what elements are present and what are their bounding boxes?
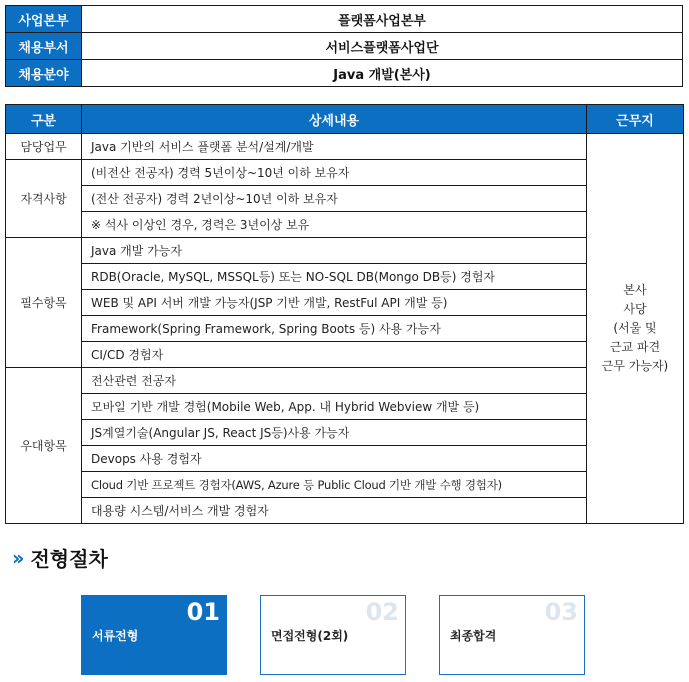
- category-required: 필수항목: [6, 238, 82, 368]
- table-row: [6, 394, 684, 420]
- category-duties: 담당업무: [6, 134, 82, 160]
- category-qualifications: 자격사항: [6, 160, 82, 238]
- detail-item: Java 기반의 서비스 플랫폼 분석/설계/개발: [82, 134, 587, 160]
- detail-item: CI/CD 경험자: [82, 342, 587, 368]
- table-row: [6, 472, 684, 498]
- process-title: 전형절차: [30, 547, 108, 571]
- position-info-table: [5, 5, 683, 87]
- table-row: [6, 316, 684, 342]
- info-label: 채용부서: [6, 33, 82, 60]
- detail-item: JS계열기술(Angular JS, React JS등)사용 가능자: [82, 420, 587, 446]
- location-line: 사당: [623, 302, 647, 316]
- detail-item: (전산 전공자) 경력 2년이상~10년 이하 보유자: [82, 186, 587, 212]
- job-detail-table: [5, 104, 684, 524]
- detail-header-row: [6, 105, 684, 134]
- table-row: [6, 186, 684, 212]
- detail-item: ※ 석사 이상인 경우, 경력은 3년이상 보유: [82, 212, 587, 238]
- step-final-acceptance: [439, 595, 585, 675]
- info-row: [6, 6, 683, 33]
- table-row: [6, 264, 684, 290]
- header-location: 근무지: [587, 105, 684, 134]
- step-interview: [260, 595, 406, 675]
- category-preferred: 우대항목: [6, 368, 82, 524]
- detail-item: 모바일 기반 개발 경험(Mobile Web, App. 내 Hybrid Webview 개발 등): [82, 394, 587, 420]
- info-value: 서비스플랫폼사업단: [82, 33, 683, 60]
- table-row: [6, 134, 684, 160]
- table-row: [6, 498, 684, 524]
- info-value: Java 개발(본사): [82, 60, 683, 87]
- step-label: 서류전형: [92, 629, 139, 643]
- table-row: [6, 342, 684, 368]
- info-label: 채용분야: [6, 60, 82, 87]
- table-row: [6, 160, 684, 186]
- process-heading: [12, 543, 108, 572]
- work-location: [587, 134, 684, 524]
- step-document-screening: [81, 595, 227, 675]
- step-label: 최종합격: [450, 629, 497, 643]
- table-row: [6, 238, 684, 264]
- location-line: 본사: [623, 283, 647, 297]
- info-label: 사업본부: [6, 6, 82, 33]
- detail-item: Cloud 기반 프로젝트 경험자(AWS, Azure 등 Public Cloud 기반 개발 수행 경험자): [82, 472, 587, 498]
- double-chevron-right-icon: ››: [12, 545, 21, 570]
- detail-item: 대용량 시스템/서비스 개발 경험자: [82, 498, 587, 524]
- header-content: 상세내용: [82, 105, 587, 134]
- detail-item: Framework(Spring Framework, Spring Boots 등) 사용 가능자: [82, 316, 587, 342]
- step-number: 02: [365, 598, 399, 626]
- header-category: 구분: [6, 105, 82, 134]
- table-row: [6, 446, 684, 472]
- location-line: (서울 및: [613, 321, 657, 335]
- table-row: [6, 290, 684, 316]
- step-number: 01: [186, 598, 220, 626]
- detail-item: 전산관련 전공자: [82, 368, 587, 394]
- table-row: [6, 420, 684, 446]
- location-line: 근무 가능자): [601, 359, 669, 373]
- detail-item: WEB 및 API 서버 개발 가능자(JSP 기반 개발, RestFul API 개발 등): [82, 290, 587, 316]
- detail-item: (비전산 전공자) 경력 5년이상~10년 이하 보유자: [82, 160, 587, 186]
- location-line: 근교 파견: [609, 340, 661, 354]
- info-row: [6, 33, 683, 60]
- step-label: 면접전형(2회): [271, 629, 349, 643]
- detail-item: Devops 사용 경험자: [82, 446, 587, 472]
- info-value: 플랫폼사업본부: [82, 6, 683, 33]
- table-row: [6, 368, 684, 394]
- table-row: [6, 212, 684, 238]
- detail-item: RDB(Oracle, MySQL, MSSQL등) 또는 NO-SQL DB(Mongo DB등) 경험자: [82, 264, 587, 290]
- detail-item: Java 개발 가능자: [82, 238, 587, 264]
- step-number: 03: [544, 598, 578, 626]
- info-row: [6, 60, 683, 87]
